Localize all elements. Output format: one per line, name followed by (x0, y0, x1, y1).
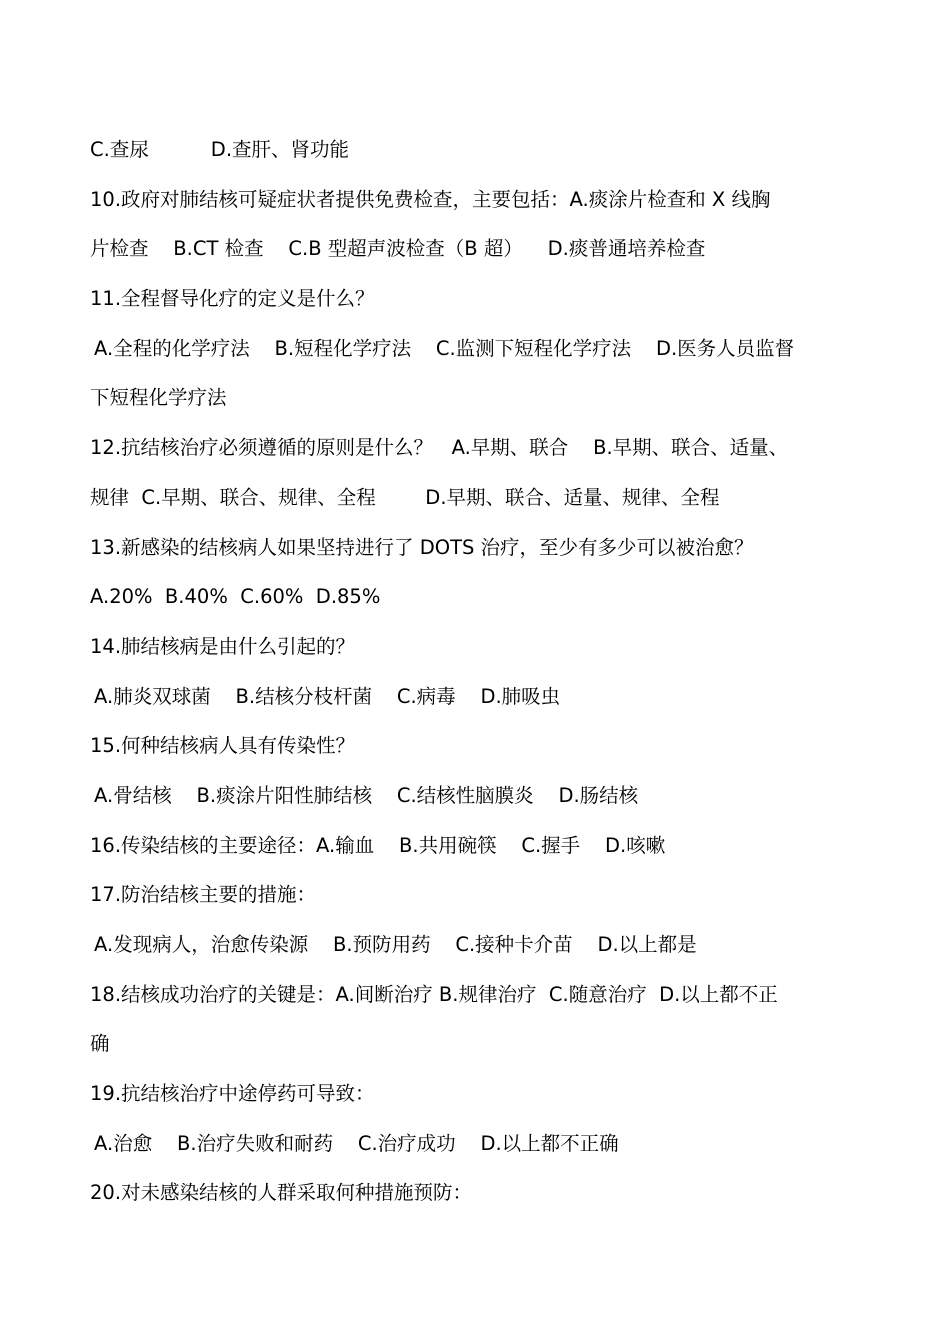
question-19-options: A.治愈 B.治疗失败和耐药 C.治疗成功 D.以上都不正确 (94, 1131, 619, 1155)
question-15-options: A.骨结核 B.痰涂片阳性肺结核 C.结核性脑膜炎 D.肠结核 (94, 783, 639, 807)
question-19-stem: 19.抗结核治疗中途停药可导致： (90, 1082, 375, 1106)
question-12-stem: 12.抗结核治疗必须遵循的原则是什么？ A.早期、联合 B.早期、联合、适量、 (90, 436, 789, 460)
question-11-options-cont: 下短程化学疗法 (90, 386, 227, 410)
question-15-stem: 15.何种结核病人具有传染性？ (90, 734, 356, 758)
question-11-options: A.全程的化学疗法 B.短程化学疗法 C.监测下短程化学疗法 D.医务人员监督 (94, 336, 795, 360)
question-18-cont: 确 (90, 1032, 110, 1056)
question-13-options: A.20% B.40% C.60% D.85% (90, 585, 381, 609)
question-16: 16.传染结核的主要途径：A.输血 B.共用碗筷 C.握手 D.咳嗽 (90, 833, 666, 857)
question-14-stem: 14.肺结核病是由什么引起的？ (90, 634, 356, 658)
question-10-options: 片检查 B.CT 检查 C.B 型超声波检查（B 超） D.痰普通培养检查 (90, 237, 706, 261)
question-10-stem: 10.政府对肺结核可疑症状者提供免费检查，主要包括：A.痰涂片检查和 X 线胸 (90, 187, 771, 211)
question-17-stem: 17.防治结核主要的措施： (90, 883, 317, 907)
question-13-stem: 13.新感染的结核病人如果坚持进行了 DOTS 治疗，至少有多少可以被治愈？ (90, 535, 754, 559)
text-line: C.查尿 D.查肝、肾功能 (90, 138, 350, 161)
question-14-options: A.肺炎双球菌 B.结核分枝杆菌 C.病毒 D.肺吸虫 (94, 684, 561, 708)
question-12-options: 规律 C.早期、联合、规律、全程 D.早期、联合、适量、规律、全程 (90, 485, 720, 509)
question-11-stem: 11.全程督导化疗的定义是什么？ (90, 287, 375, 311)
question-18-stem: 18.结核成功治疗的关键是：A.间断治疗 B.规律治疗 C.随意治疗 D.以上都不正 (90, 982, 778, 1006)
document-page (90, 125, 865, 1218)
question-17-options: A.发现病人，治愈传染源 B.预防用药 C.接种卡介苗 D.以上都是 (94, 933, 697, 956)
question-20-stem: 20.对未感染结核的人群采取何种措施预防： (90, 1181, 473, 1205)
